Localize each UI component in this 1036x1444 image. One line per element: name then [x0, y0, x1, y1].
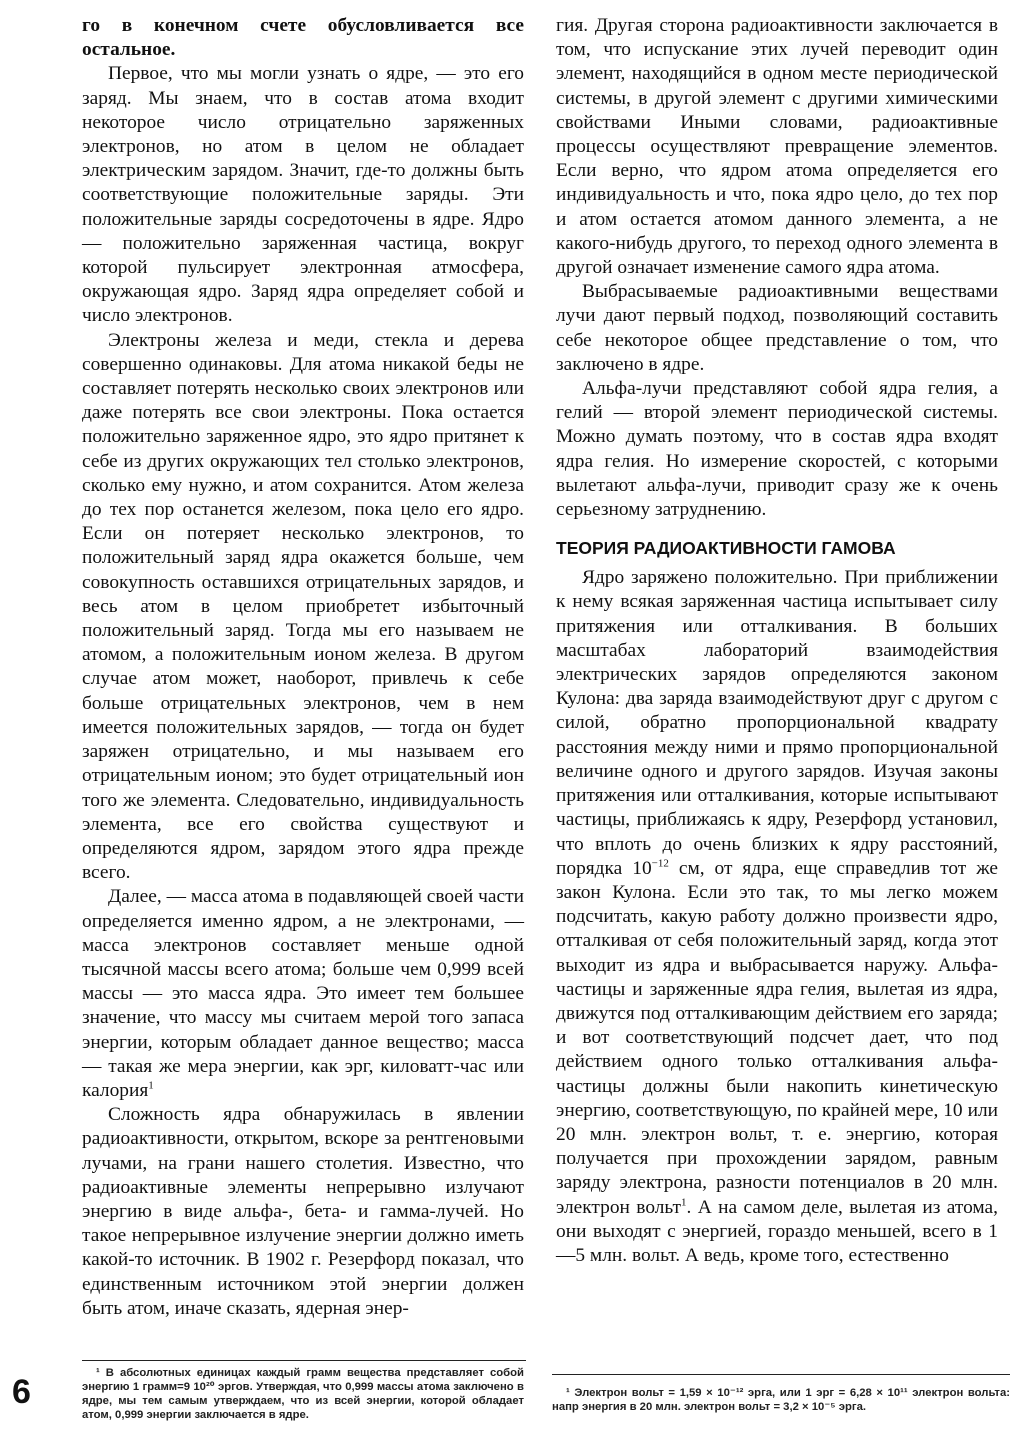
paragraph-gamow-theory: [556, 566, 998, 1268]
paragraph-element-transformation: гия. Другая сторона радиоактивности заключается в том, что испускание этих лучей переводит один элемент, находящийся в одном месте периодической системы, в другой элемент с другими химическими свойствами Иными словами, радиоактивные процессы осуществляют превращение элементов. Если верно, что ядром атома определяется его индивидуальность и что, пока ядро цело, до тех пор и атом остается атомом данного элемента, а не какого-нибудь другого, то переход одного элемента в другой означает изменение самого ядра атома.: [556, 15, 998, 279]
paragraph-electrons-ions: Электроны железа и меди, стекла и дерева совершенно одинаковы. Для атома никакой беды не составляет потерять несколько своих электронов или даже потерять все свои электроны. Пока остается положительно заряженное ядро, это ядро притянет к себе из других окружающих тел столько электронов, сколько ему нужно, и атом сохранится. Атом железа до тех пор останется железом, пока цело его ядро. Если он потеряет несколько электронов, то положительный заряд ядра окажется больше, чем совокупность оставшихся отрицательных зарядов, и весь атом в целом приобретет избыточный положительный заряд. Тогда мы его называем не атомом, а положительным ионом железа. В другом случае атом может, наоборот, привлечь к себе больше отрицательных электронов, чем в нем имеется положительных зарядов, — тогда он будет заряжен отрицательно, и мы называем его отрицательным ионом; это будет отрицательный ион того же элемента. Следовательно, индивидуальность элемента, все его свойства существуют и определяются ядром, зарядом этого ядра прежде всего.: [82, 329, 524, 884]
left-text-column: [82, 14, 524, 1321]
right-text-column: [556, 14, 998, 1268]
paragraph-atom-mass: [82, 885, 524, 1103]
paragraph-continuation: го в конечном счете обусловливается все остальное.: [82, 15, 524, 61]
paragraph-radioactivity: Сложность ядра обнаружилась в явлении радиоактивности, открытом, вскоре за рентгеновыми лучами, на грани нашего столетия. Известно, что радиоактивные элементы непрерывно излучают энергию в виде альфа-, бета- и гамма-лучей. Но такое непрерывное излучение энергии должно иметь какой-то источник. В 1902 г. Резерфорд показал, что единственным источником этой энергии должен быть атом, иначе сказать, ядерная энер-: [82, 1104, 524, 1319]
footnote-reference: 1: [148, 1079, 154, 1092]
paragraph-gamow-theory-text: Ядро заряжено положительно. При приближении к нему всякая заряженная частица испытывает силу притяжения или отталкивания. В больших масштабах лабораторий взаимодействия электрических зарядов определяются законом Кулона: два заряда взаимодействуют друг с другом с силой, обратно пропорциональной квадрату расстояния между ними и прямо пропорциональной величине одного и другого зарядов. Изучая законы притяжения или отталкивания, которые испытывают частицы, приближаясь к ядру, Резерфорд установил, что вплоть до очень близких к ядру расстояний, порядка 10: [556, 567, 998, 879]
page-number: 6: [12, 1373, 31, 1411]
footnote-right-text: ¹ Электрон вольт = 1,59 × 10⁻¹² эрга, или 1 эрг = 6,28 × 10¹¹ электрон вольта: напр энергия в 20 млн. электрон вольт = 3,2 × 10⁻⁵ эрга.: [552, 1387, 1010, 1413]
exponent: −12: [651, 857, 669, 870]
paragraph-gamow-theory-text-b: см, от ядра, еще справедлив тот же закон Кулона. Если это так, то мы легко можем подсчитать, какую работу должно произвести ядро, отталкивая от себя положительный заряд, когда этот выходит из ядра и выбрасывается наружу. Альфа-частицы и заряженные ядра гелия, вылетая из ядра, движутся под отталкивающим действием его заряда; и вот соответствующий подсчет дает, что под действием одного только отталкивания альфа-частицы должны были накопить кинетическую энергию, соответствующую, по крайней мере, 10 или 20 млн. электрон вольт, т. е. энергию, которая получается при прохождении зарядом, равным заряду электрона, разности потенциалов в 20 млн. электрон вольт: [556, 857, 998, 1218]
paragraph-alpha-rays: Альфа-лучи представляют собой ядра гелия, а гелий — второй элемент периодической системы. Можно думать поэтому, что в состав ядра входят ядра гелия. Но измерение скоростей, с которыми вылетают альфа-лучи, приводит сразу же к очень серьезному затруднению.: [556, 378, 998, 521]
paragraph-nucleus-charge: Первое, что мы могли узнать о ядре, — это его заряд. Мы знаем, что в состав атома входит некоторое число отрицательно заряженных электронов, но атом в целом не обладает электрическим зарядом. Значит, где-то должны быть соответствующие положительные заряды. Эти положительные заряды сосредоточены в ядре. Ядро — положительно заряженная частица, вокруг которой пульсирует электронная атмосфера, окружающая ядро. Заряд ядра определяет собой и число электронов.: [82, 63, 524, 327]
footnote-divider: [552, 1374, 1010, 1375]
footnote-left: [82, 1366, 524, 1422]
footnote-reference: 1: [681, 1196, 687, 1209]
paragraph-atom-mass-text: Далее, — масса атома в подавляющей своей части определяется именно ядром, а не электронами, — масса электронов составляет меньше одной тысячной массы всего атома; больше чем 0,999 всей массы — это масса ядра. Это имеет тем большее значение, что массу мы считаем мерой того запаса энергии, которым обладает данное вещество; масса — такая же мера энергии, как эрг, киловатт-час или калория: [82, 886, 524, 1101]
footnote-left-text: ¹ В абсолютных единицах каждый грамм вещества представляет собой энергию 1 грамм=9 10²⁰ эргов. Утверждая, что 0,999 массы атома заключено в ядре, мы тем самым утверждаем, что из всей энергии, которой обладает атом, 0,999 энергии заключается в ядре.: [82, 1367, 524, 1421]
footnote-divider: [82, 1360, 526, 1361]
footnote-right: [552, 1386, 1010, 1414]
paragraph-radioactive-rays: Выбрасываемые радиоактивными веществами лучи дают первый подход, позволяющий составить себе некоторое общее представление о том, что заключено в ядре.: [556, 281, 998, 375]
section-heading: ТЕОРИЯ РАДИОАКТИВНОСТИ ГАМОВА: [556, 538, 896, 559]
paragraph-gamow-theory-text-c: . А на самом деле, вылетая из атома, они выходят с энергией, гораздо меньшей, всего в 1—5 млн. вольт. А ведь, кроме того, естественно: [556, 1196, 998, 1266]
